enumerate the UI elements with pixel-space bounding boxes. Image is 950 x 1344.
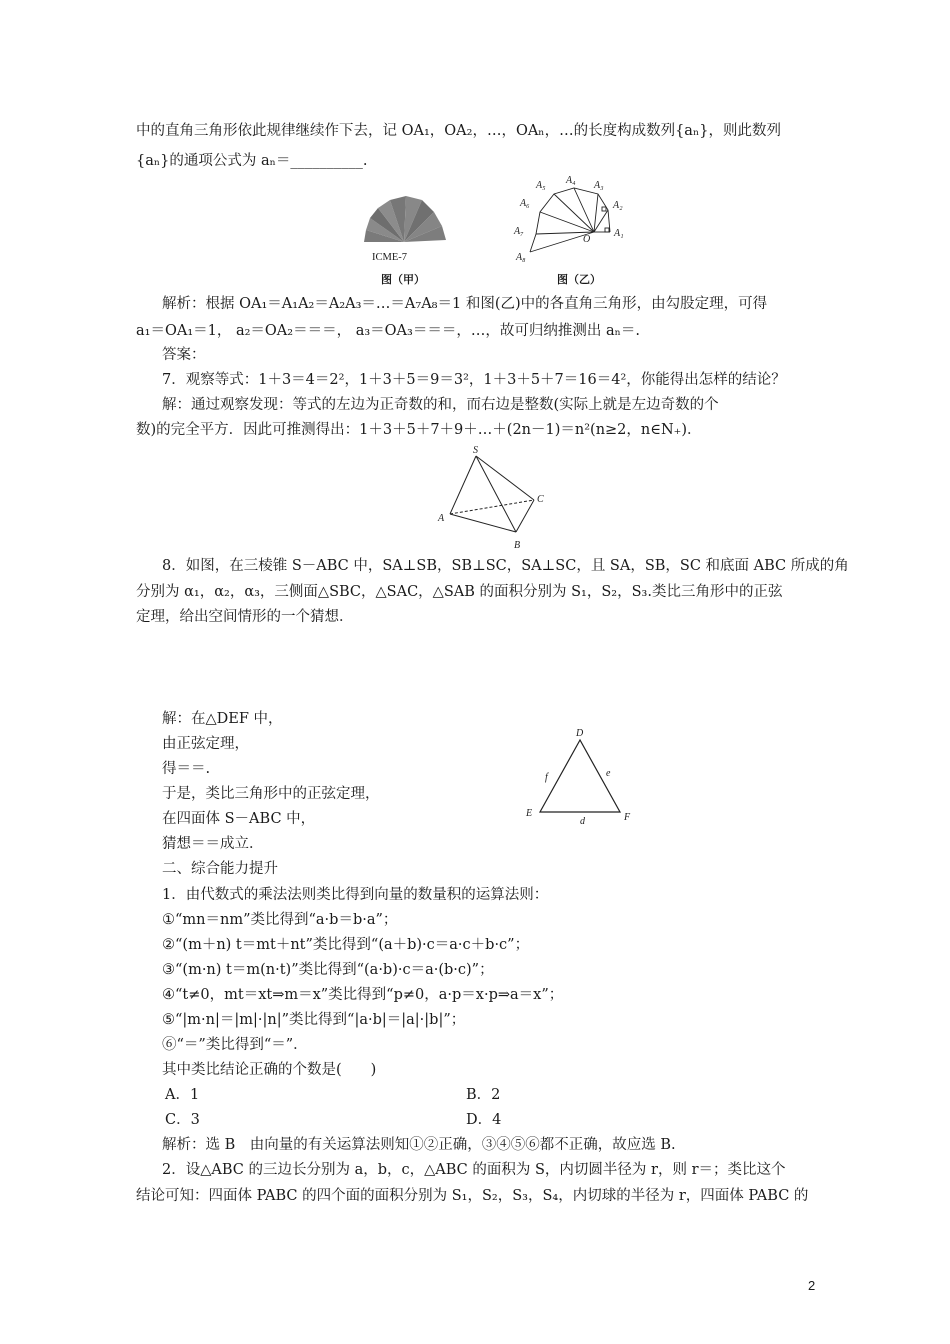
text-line: 解：在△DEF 中， — [162, 711, 283, 727]
text-line: 在四面体 S－ABC 中， — [162, 811, 316, 827]
point-label: O — [583, 234, 591, 245]
ray — [554, 194, 594, 232]
text-line: 猜想＝＝成立． — [162, 836, 264, 852]
point-label: A₁ — [614, 228, 624, 239]
point-label: A₈ — [516, 252, 526, 263]
text-line: ③“(m·n) t＝m(n·t)”类比得到“(a·b)·c＝a·(b·c)”； — [162, 962, 494, 978]
text-line: 分别为 α₁，α₂，α₃，三侧面△SBC，△SAC，△SAB 的面积分别为 S₁，S₂，S₃.类比三角形中的正弦 — [136, 584, 783, 600]
point-label: C — [537, 494, 544, 505]
option-d: D．4 — [466, 1112, 502, 1128]
figure-yi — [506, 172, 636, 264]
option-a: A．1 — [165, 1087, 200, 1103]
right-angle-mark — [602, 207, 606, 211]
text-line: 1．由代数式的乘法法则类比得到向量的数量积的运算法则： — [162, 887, 549, 903]
point-label: A₃ — [594, 180, 604, 191]
side-label: e — [606, 768, 611, 779]
point-label: A₇ — [514, 226, 524, 237]
point-label: S — [473, 445, 478, 456]
figure-triangle — [520, 726, 640, 826]
right-angle-mark — [605, 228, 609, 232]
text-line: 7．观察等式：1＋3＝4＝2²，1＋3＋5＝9＝3²，1＋3＋5＋7＝16＝4²，你能得出怎样的结论？ — [162, 372, 786, 388]
figure-jia — [356, 190, 456, 250]
side-label: d — [580, 816, 585, 826]
point-label: A — [438, 513, 445, 524]
figure-label: ICME-7 — [372, 252, 407, 263]
side-label: f — [545, 772, 548, 783]
text-line: 结论可知：四面体 PABC 的四个面的面积分别为 S₁，S₂，S₃，S₄，内切球的半径为 r，四面体 PABC 的 — [136, 1188, 809, 1204]
edge — [516, 500, 534, 532]
point-label: A₅ — [536, 180, 546, 191]
text-line: 中的直角三角形依此规律继续作下去，记 OA₁，OA₂，…，OAₙ，…的长度构成数列{aₙ}，则此数列 — [136, 123, 781, 139]
text-line: ①“mn＝nm”类比得到“a·b＝b·a”； — [162, 912, 398, 928]
point-label: A₄ — [566, 175, 576, 186]
text-line: 解析：根据 OA₁＝A₁A₂＝A₂A₃＝…＝A₇A₈＝1 和图(乙)中的各直角三角形，由勾股定理，可得 — [162, 296, 768, 312]
option-b: B．2 — [466, 1087, 501, 1103]
figure-caption: 图（乙） — [557, 274, 601, 286]
text-line: {aₙ}的通项公式为 aₙ＝__________. — [136, 153, 368, 169]
point-label: A₆ — [520, 198, 530, 209]
edge — [476, 456, 516, 532]
text-line: 解析：选 B 由向量的有关运算法则知①②正确，③④⑤⑥都不正确，故应选 B. — [162, 1137, 676, 1153]
text-line: 其中类比结论正确的个数是( ) — [162, 1062, 377, 1078]
point-label: A₂ — [613, 200, 623, 211]
point-label: D — [576, 728, 584, 739]
edge — [450, 456, 476, 514]
text-line: 2．设△ABC 的三边长分别为 a，b，c，△ABC 的面积为 S，内切圆半径为 r，则 r＝；类比这个 — [162, 1162, 786, 1178]
hidden-edge — [450, 500, 534, 514]
text-line: ⑥“＝”类比得到“＝”． — [162, 1037, 308, 1053]
point-label: E — [526, 808, 533, 819]
text-line: ⑤“|m·n|＝|m|·|n|”类比得到“|a·b|＝|a|·|b|”； — [162, 1012, 466, 1028]
option-c: C．3 — [165, 1112, 200, 1128]
point-label: F — [624, 812, 631, 823]
edge — [476, 456, 534, 500]
text-line: 答案： — [162, 347, 206, 363]
text-line: 数)的完全平方．因此可推测得出：1＋3＋5＋7＋9＋…＋(2n－1)＝n²(n≥2，n∈N₊)． — [136, 422, 702, 438]
text-line: ②“(m＋n) t＝mt＋nt”类比得到“(a＋b)·c＝a·c＋b·c”； — [162, 937, 530, 953]
text-line: 于是，类比三角形中的正弦定理， — [162, 786, 380, 802]
edge — [450, 514, 516, 532]
figure-pyramid — [432, 444, 552, 552]
figure-caption: 图（甲） — [381, 274, 425, 286]
text-line: a₁＝OA₁＝1， a₂＝OA₂＝＝＝， a₃＝OA₃＝＝＝，…，故可归纳推测出 aₙ＝. — [136, 323, 640, 339]
section-heading: 二、综合能力提升 — [162, 861, 278, 877]
text-line: 解：通过观察发现：等式的左边为正奇数的和，而右边是整数(实际上就是左边奇数的个 — [162, 397, 719, 413]
page-number: 2 — [808, 1278, 816, 1293]
text-line: 定理，给出空间情形的一个猜想． — [136, 609, 354, 625]
point-label: B — [514, 540, 521, 551]
text-line: 得＝＝. — [162, 761, 211, 777]
text-line: 由正弦定理， — [162, 736, 249, 752]
text-line: 8．如图，在三棱锥 S－ABC 中，SA⊥SB，SB⊥SC，SA⊥SC，且 SA，SB，SC 和底面 ABC 所成的角 — [162, 558, 849, 574]
text-line: ④“t≠0，mt＝xt⇒m＝x”类比得到“p≠0，a·p＝x·p⇒a＝x”； — [162, 987, 564, 1003]
